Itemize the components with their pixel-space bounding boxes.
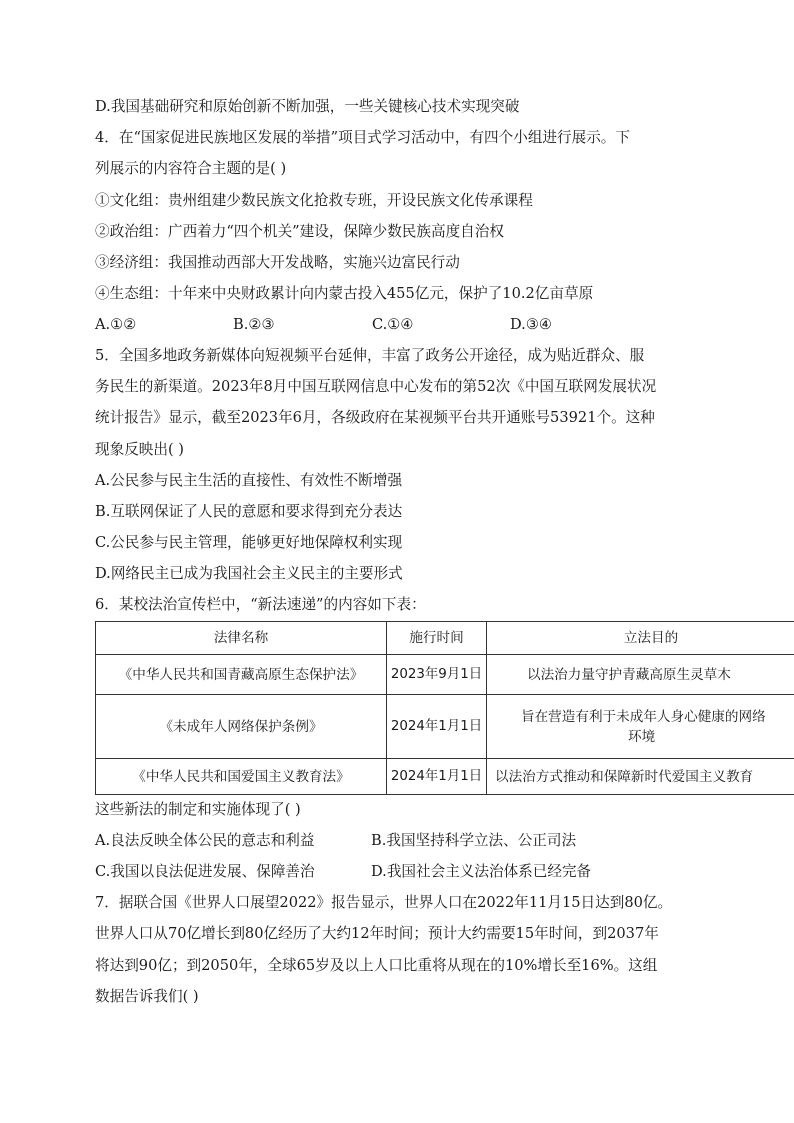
header-law-name: 法律名称 <box>96 622 387 655</box>
table-header-row <box>96 622 794 655</box>
law-name: 《未成年人网络保护条例》 <box>96 695 387 759</box>
effective-date: 2023年9月1日 <box>387 655 487 695</box>
q5-option-a: A.公民参与民主生活的直接性、有效性不断增强 <box>95 472 403 489</box>
q5-stem-line-3: 统计报告》显示，截至2023年6月，各级政府在某视频平台共开通账号53921个。这种 <box>95 409 655 426</box>
q6-option-c: C.我国以良法促进发展、保障善治 <box>95 863 315 880</box>
law-purpose <box>487 695 794 759</box>
q4-option-c: C.①④ <box>372 316 414 333</box>
q7-stem-line-1: 7．据联合国《世界人口展望2022》报告显示，世界人口在2022年11月15日达到80亿。 <box>95 894 673 911</box>
law-name: 《中华人民共和国爱国主义教育法》 <box>96 759 387 795</box>
table-row <box>96 695 794 759</box>
effective-date: 2024年1月1日 <box>387 759 487 795</box>
q6-option-a: A.良法反映全体公民的意志和利益 <box>95 832 315 849</box>
q5-option-b: B.互联网保证了人民的意愿和要求得到充分表达 <box>95 503 403 520</box>
q7-stem-line-2: 世界人口从70亿增长到80亿经历了大约12年时间；预计大约需要15年时间，到2037年 <box>95 925 659 942</box>
q7-stem-line-4: 数据告诉我们( ) <box>95 988 199 1005</box>
q4-option-a: A.①② <box>95 316 137 333</box>
q6-option-b: B.我国坚持科学立法、公正司法 <box>371 832 577 849</box>
q6-option-d: D.我国社会主义法治体系已经完备 <box>371 863 592 880</box>
q4-option-b: B.②③ <box>233 316 275 333</box>
q5-stem-line-1: 5．全国多地政务新媒体向短视频平台延伸，丰富了政务公开途径，成为贴近群众、服 <box>95 347 645 364</box>
law-purpose: 以法治力量守护青藏高原生灵草木 <box>487 655 794 695</box>
table-row <box>96 759 794 795</box>
law-purpose: 以法治方式推动和保障新时代爱国主义教育 <box>487 759 794 795</box>
q7-stem-line-3: 将达到90亿；到2050年，全球65岁及以上人口比重将从现在的10%增长至16%。这组 <box>95 957 658 974</box>
q6-stem: 6．某校法治宣传栏中，“新法速递”的内容如下表： <box>95 596 426 613</box>
q4-item-3: ③经济组：我国推动西部大开发战略，实施兴边富民行动 <box>95 254 460 271</box>
q3-option-d: D.我国基础研究和原始创新不断加强，一些关键核心技术实现突破 <box>95 98 520 115</box>
law-purpose-line-2: 环境 <box>628 728 656 745</box>
law-name: 《中华人民共和国青藏高原生态保护法》 <box>96 655 387 695</box>
q4-option-d: D.③④ <box>510 316 552 333</box>
q4-stem-line-1: 4．在“国家促进民族地区发展的举措”项目式学习活动中，有四个小组进行展示。下 <box>95 129 630 146</box>
q4-item-4: ④生态组：十年来中央财政累计向内蒙古投入455亿元，保护了10.2亿亩草原 <box>95 285 594 302</box>
q4-item-1: ①文化组：贵州组建少数民族文化抢救专班，开设民族文化传承课程 <box>95 192 533 209</box>
q5-stem-line-2: 务民生的新渠道。2023年8月中国互联网信息中心发布的第52次《中国互联网发展状况 <box>95 378 657 395</box>
table-row <box>96 655 794 695</box>
q4-stem-line-2: 列展示的内容符合主题的是( ) <box>95 160 287 177</box>
header-effective-date: 施行时间 <box>387 622 487 655</box>
q4-item-2: ②政治组：广西着力“四个机关”建设，保障少数民族高度自治权 <box>95 223 504 240</box>
new-law-table <box>95 621 794 795</box>
law-purpose-line-1: 旨在营造有利于未成年人身心健康的网络 <box>521 708 766 725</box>
header-purpose: 立法目的 <box>487 622 794 655</box>
q5-option-c: C.公民参与民主管理，能够更好地保障权利实现 <box>95 534 403 551</box>
q5-option-d: D.网络民主已成为我国社会主义民主的主要形式 <box>95 565 403 582</box>
q5-stem-line-4: 现象反映出( ) <box>95 441 184 458</box>
q6-question: 这些新法的制定和实施体现了( ) <box>95 801 301 818</box>
effective-date: 2024年1月1日 <box>387 695 487 759</box>
